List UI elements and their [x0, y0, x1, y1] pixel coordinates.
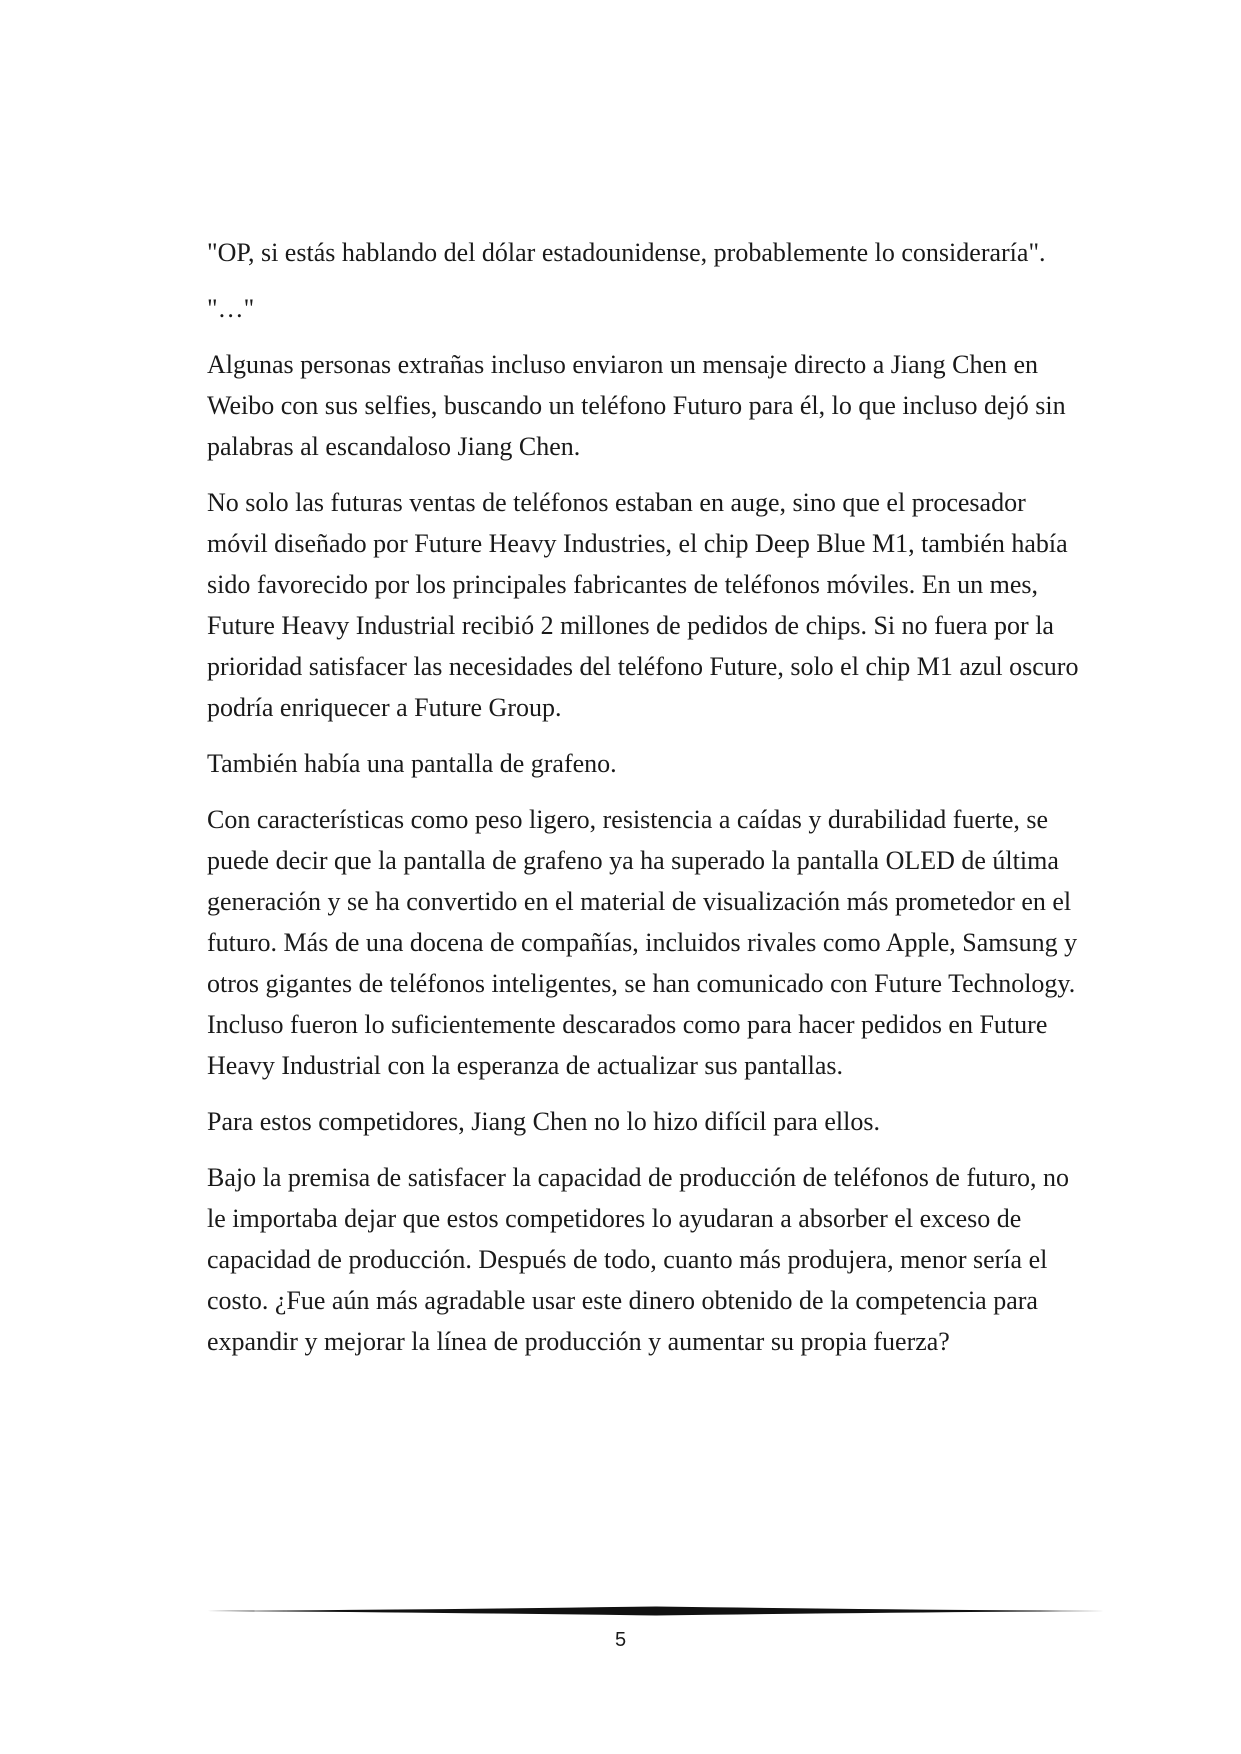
paragraph: "OP, si estás hablando del dólar estadounidense, probablemente lo consideraría".: [207, 238, 1046, 267]
paragraph: Bajo la premisa de satisfacer la capacidad de producción de teléfonos de futuro, no le importaba dejar que estos competidores lo ayudaran a absorber el exceso de capacidad de producción. Después de todo, cuanto más produjera, menor sería el costo. ¿Fue aún más agradable usar este dinero obtenido de la competencia para expandir y mejorar la línea de producción y aumentar su propia fuerza?: [207, 1163, 1069, 1356]
paragraph: Para estos competidores, Jiang Chen no lo hizo difícil para ellos.: [207, 1107, 880, 1136]
paragraph: Con características como peso ligero, resistencia a caídas y durabilidad fuerte, se puede decir que la pantalla de grafeno ya ha superado la pantalla OLED de última generación y se ha convertido en el material de visualización más prometedor en el futuro. Más de una docena de compañías, incluidos rivales como Apple, Samsung y otros gigantes de teléfonos inteligentes, se han comunicado con Future Technology. Incluso fueron lo suficientemente descarados como para hacer pedidos en Future Heavy Industrial con la esperanza de actualizar sus pantallas.: [207, 805, 1078, 1080]
page-body: [207, 232, 1079, 1377]
paragraph: Algunas personas extrañas incluso enviaron un mensaje directo a Jiang Chen en Weibo con sus selfies, buscando un teléfono Futuro para él, lo que incluso dejó sin palabras al escandaloso Jiang Chen.: [207, 350, 1066, 461]
page-number: 5: [614, 1629, 627, 1651]
paragraph: También había una pantalla de grafeno.: [207, 749, 617, 778]
paragraph: No solo las futuras ventas de teléfonos estaban en auge, sino que el procesador móvil diseñado por Future Heavy Industries, el chip Deep Blue M1, también había sido favorecido por los principales fabricantes de teléfonos móviles. En un mes, Future Heavy Industrial recibió 2 millones de pedidos de chips. Si no fuera por la prioridad satisfacer las necesidades del teléfono Future, solo el chip M1 azul oscuro podría enriquecer a Future Group.: [207, 488, 1079, 722]
footer-divider: [207, 1605, 1105, 1617]
paragraph: "…": [207, 294, 255, 323]
